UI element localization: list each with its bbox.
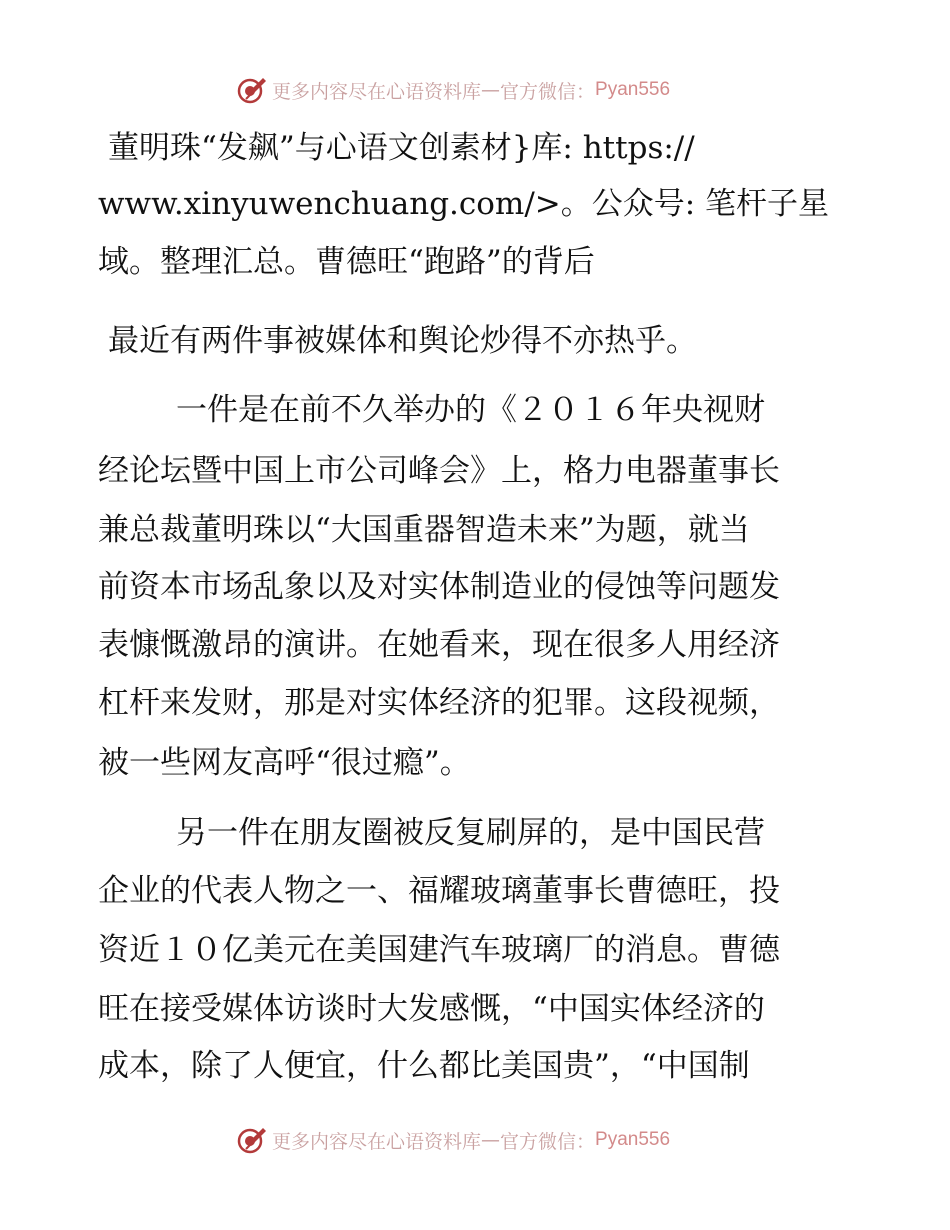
text-line-13: 企业的代表人物之一、福耀玻璃董事长曹德旺，投 bbox=[98, 873, 780, 909]
text-line-5: 一件是在前不久举办的《２０１６年央视财 bbox=[176, 392, 765, 428]
footer-banner bbox=[236, 1122, 756, 1158]
text-line-7: 兼总裁董明珠以“大国重器智造未来”为题，就当 bbox=[98, 512, 750, 548]
text-line-1: 董明珠“发飙”与心语文创素材}库: https:// bbox=[108, 130, 695, 166]
text-line-9: 表慷慨激昂的演讲。在她看来，现在很多人用经济 bbox=[98, 627, 780, 663]
wechat-id: Pyan556 bbox=[595, 1129, 671, 1150]
text-line-10: 杠杆来发财，那是对实体经济的犯罪。这段视频， bbox=[98, 685, 780, 721]
text-line-11: 被一些网友高呼“很过瘾”。 bbox=[98, 745, 471, 781]
text-line-14: 资近１０亿美元在美国建汽车玻璃厂的消息。曹德 bbox=[98, 932, 780, 968]
text-line-4: 最近有两件事被媒体和舆论炒得不亦热乎。 bbox=[108, 323, 697, 359]
text-line-12: 另一件在朋友圈被反复刷屏的，是中国民营 bbox=[176, 815, 765, 851]
wechat-id: Pyan556 bbox=[595, 79, 671, 100]
official-label: 官方微信： bbox=[500, 1130, 596, 1153]
banner-separator: — bbox=[481, 79, 501, 101]
banner-text: 更多内容尽在心语资料库 bbox=[272, 80, 482, 103]
banner-text: 更多内容尽在心语资料库 bbox=[272, 1130, 482, 1153]
text-line-16: 成本，除了人便宜，什么都比美国贵”，“中国制 bbox=[98, 1048, 750, 1084]
text-line-8: 前资本市场乱象以及对实体制造业的侵蚀等问题发 bbox=[98, 569, 780, 605]
text-line-2: www.xinyuwenchuang.com/>。公众号: 笔杆子星 bbox=[98, 186, 830, 222]
pen-logo-icon bbox=[236, 74, 268, 106]
header-banner bbox=[236, 72, 756, 108]
text-line-3: 域。整理汇总。曹德旺“跑路”的背后 bbox=[98, 244, 595, 280]
banner-separator: — bbox=[481, 1129, 501, 1151]
text-line-15: 旺在接受媒体访谈时大发感慨，“中国实体经济的 bbox=[98, 991, 765, 1027]
pen-logo-icon bbox=[236, 1124, 268, 1156]
text-line-6: 经论坛暨中国上市公司峰会》上，格力电器董事长 bbox=[98, 453, 780, 489]
official-label: 官方微信： bbox=[500, 80, 596, 103]
